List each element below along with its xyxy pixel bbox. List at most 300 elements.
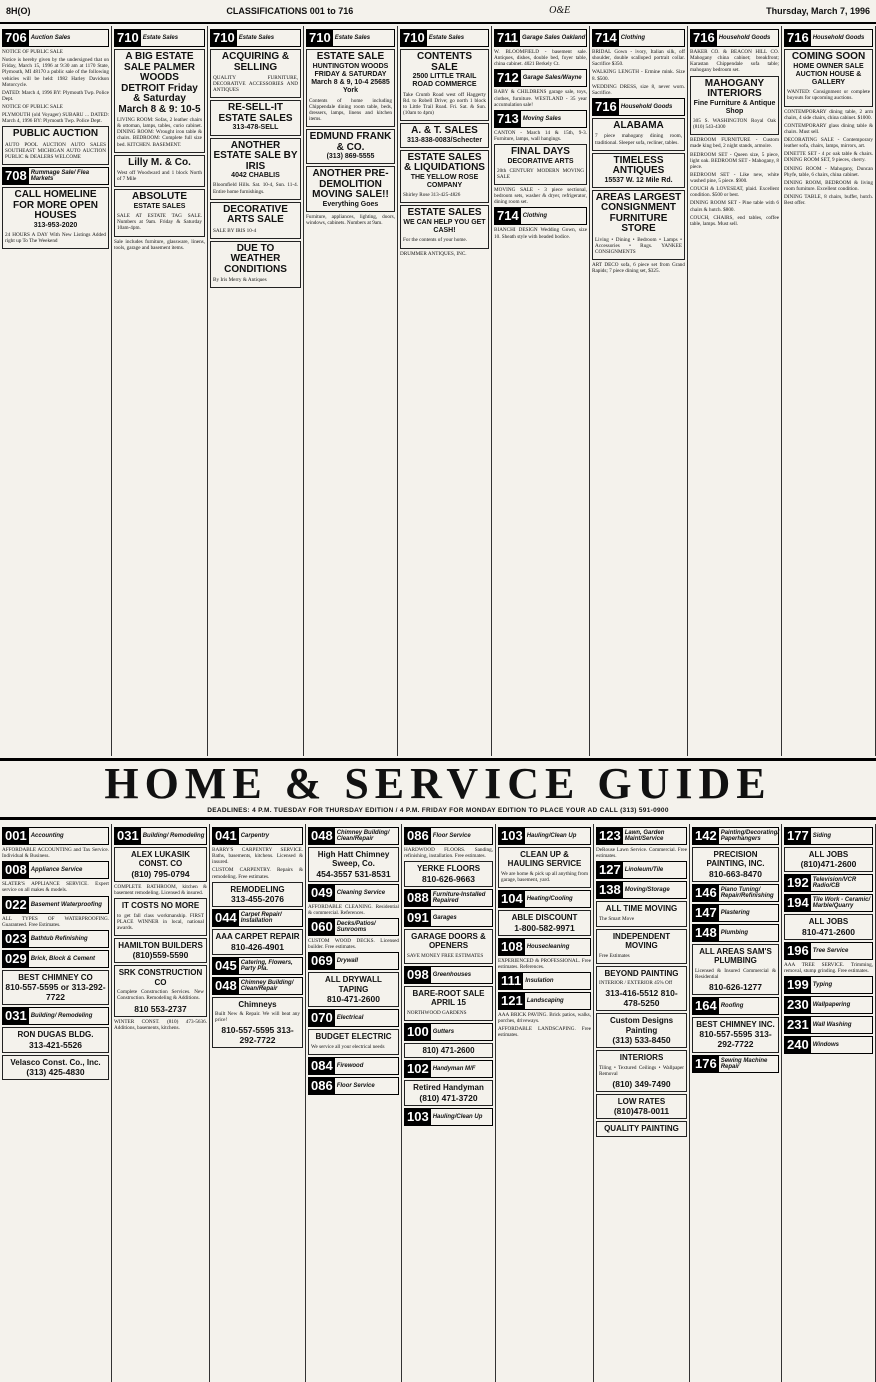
classification-number: 240	[787, 1037, 809, 1053]
listing-text: AFFORDABLE LANDSCAPING. Free estimates.	[498, 1026, 591, 1039]
ad-body: AUTO POOL AUCTION AUTO SALES SOUTHEAST MICHIGAN AUTO AUCTION PUBLIC & DEALERS WELCOME	[5, 141, 106, 161]
listing-text: DATED: March 4, 1996 BY: Plymouth Twp. Police Dept.	[2, 89, 109, 102]
classification-heading	[212, 909, 303, 927]
phone-number: (810) 795-0794	[131, 868, 190, 879]
classification-number: 070	[311, 1010, 333, 1026]
ad-body: QUALITY FURNITURE, DECORATIVE ACCESSORIES AND ANTIQUES	[213, 75, 298, 94]
ad-headline: PUBLIC AUCTION	[12, 128, 99, 140]
listing-text: CONTEMPORARY dining table, 2 arm chairs, 4 side chairs, china cabinet. $1000.	[784, 108, 873, 121]
listing-text: AAA TREE SERVICE. Trimming, removal, stump grinding. Free estimates.	[784, 961, 873, 975]
ad-body: NORTHWOOD GARDENS	[407, 1009, 467, 1016]
classification-number: 716	[787, 30, 809, 45]
classification-heading	[2, 861, 109, 879]
ad-subhead: DECORATIVE ARTS	[507, 157, 574, 165]
home-service-guide-banner	[0, 758, 876, 820]
business-name: ALL AREAS SAM'S PLUMBING	[699, 946, 772, 966]
ad-body: West off Woodward and 1 block North of 7 Mile	[117, 170, 202, 183]
classification-heading	[308, 1009, 399, 1027]
classification-label: Clothing	[522, 213, 548, 220]
classification-heading	[596, 881, 687, 899]
classification-heading	[692, 884, 779, 902]
display-ad	[2, 126, 109, 165]
classification-label: Accounting	[30, 833, 64, 839]
classification-number: 148	[695, 924, 717, 940]
classification-label: Brick, Block & Cement	[30, 955, 96, 962]
classification-number: 069	[311, 953, 333, 969]
classification-number: 104	[501, 891, 523, 907]
service-ad	[692, 944, 779, 995]
classification-label: Appliance Service	[30, 867, 83, 874]
classification-number: 230	[787, 997, 809, 1013]
service-ad	[596, 1121, 687, 1136]
ad-subhead: 313-953-2020	[33, 221, 78, 229]
classification-label: Insulation	[525, 977, 554, 984]
classification-heading	[784, 1016, 873, 1034]
business-name: REMODELING	[230, 884, 285, 894]
classification-heading	[692, 924, 779, 942]
listing-text: CUSTOM CARPENTRY. Repairs & remodeling. Free estimates.	[212, 867, 303, 880]
display-ad	[690, 76, 779, 136]
business-name: BUDGET ELECTRIC	[315, 1032, 392, 1042]
classification-label: Hauling/Clean Up	[432, 1113, 483, 1120]
display-ad	[592, 153, 685, 188]
classification-number: 231	[787, 1017, 809, 1033]
classification-heading	[308, 918, 399, 936]
display-ad	[306, 129, 395, 164]
ad-body: Tiling • Textured Ceilings • Wallpaper Removal	[599, 1064, 684, 1077]
ad-body: SAVE MONEY FREE ESTIMATES	[407, 952, 484, 959]
listing-text: CANTON - March 14 & 15th, 9-3. Furniture, lamps, wall hangings.	[494, 129, 587, 142]
classification-label: Sewing Machine Repair	[720, 1057, 768, 1070]
listing-text: SLATER'S APPLIANCE SERVICE. Expert service on all makes & models.	[2, 881, 109, 894]
classification-label: Windows	[812, 1042, 839, 1049]
listing-text: Notice is hereby given by the undersigned that on Friday, March 15, 1996 at 9:30 am at 1170 State, Plymouth, MI 48170 a public sale of the following vehicles will be held: 1982 Harley Davidson Motorcycle.	[2, 57, 109, 88]
classification-heading	[784, 976, 873, 994]
ad-headline: ANOTHER ESTATE SALE BY IRIS	[213, 139, 298, 172]
ad-body: 24 HOURS A DAY With New Listings Added right up To The Weekend	[5, 232, 106, 245]
classification-heading	[2, 896, 109, 914]
classification-heading	[308, 827, 399, 845]
service-ad	[596, 1094, 687, 1119]
service-ad	[596, 1013, 687, 1048]
ad-headline: Lilly M. & Co.	[128, 156, 191, 168]
listing-text: DINING ROOM, BEDROOM & living room furniture. Excellent condition.	[784, 179, 873, 192]
classification-number: 146	[695, 884, 717, 900]
classification-label: Hauling/Clean Up	[526, 833, 577, 839]
listing-text: COUCH & LOVESEAT, plaid. Excellent condition. $500 or best.	[690, 186, 779, 199]
classification-label: Estate Sales	[428, 35, 465, 41]
classification-label: Estate Sales	[142, 35, 179, 41]
classification-number: 713	[497, 110, 519, 126]
classification-label: Electrical	[336, 1015, 364, 1022]
classification-heading	[498, 827, 591, 845]
classification-heading	[596, 827, 687, 845]
classification-heading	[404, 1023, 493, 1041]
classification-heading	[114, 827, 207, 845]
classification-label: Tile Work - Ceramic/ Marble/Quarry	[812, 897, 871, 910]
column-3	[208, 26, 304, 756]
service-ad	[692, 1017, 779, 1052]
classification-number: 031	[5, 1008, 27, 1024]
column-6	[492, 26, 590, 756]
classification-label: Housecleaning	[526, 943, 570, 950]
display-ad	[494, 144, 587, 185]
ad-headline: ESTATE SALE	[316, 51, 385, 62]
classification-heading	[400, 29, 489, 47]
business-name: ALL JOBS	[808, 917, 849, 927]
phone-number: (810)559-5590	[132, 950, 189, 961]
classification-number: 091	[407, 909, 429, 925]
service-ad	[308, 847, 399, 882]
classification-heading	[692, 827, 779, 845]
classification-heading	[306, 29, 395, 47]
column-5	[398, 26, 492, 756]
phone-number: 810-626-9663	[422, 873, 475, 884]
listing-text: EXPERIENCED & PROFESSIONAL. Free estimates. References.	[498, 957, 591, 970]
column-3	[210, 824, 306, 1382]
display-ad	[784, 49, 873, 107]
classification-heading	[498, 972, 591, 990]
classification-label: Wall Washing	[812, 1022, 852, 1029]
classification-number: 001	[5, 828, 27, 843]
service-ad	[212, 997, 303, 1049]
classification-label: Chimney Building/ Clean/Repair	[336, 830, 390, 842]
display-ad	[210, 202, 301, 239]
column-1	[0, 26, 112, 756]
listing-text: DINETTE SET - 4 pc oak table & chairs. DINING ROOM SET, 9 pieces, cherry.	[784, 151, 873, 164]
classification-number: 196	[787, 942, 809, 958]
business-name: LOW RATES	[617, 1097, 666, 1106]
page-number: 8H(O)	[6, 5, 31, 16]
service-ad	[2, 970, 109, 1005]
phone-number: 810 553-2737	[134, 1003, 187, 1014]
display-ad	[400, 49, 489, 121]
ad-headline: TIMELESS ANTIQUES	[612, 154, 665, 177]
ad-headline: ANOTHER PRE-DEMOLITION MOVING SALE!!	[312, 168, 389, 201]
classification-number: 194	[787, 895, 809, 911]
service-ad	[498, 910, 591, 935]
service-ad	[498, 847, 591, 888]
classification-label: Garage Sales Oakland	[521, 35, 586, 41]
service-ad	[114, 938, 207, 963]
service-ad	[784, 847, 873, 872]
business-name: Velasco Const. Co., Inc.	[10, 1057, 101, 1067]
phone-number: (810) 471-3720	[419, 1092, 478, 1103]
business-name: ALL JOBS	[808, 850, 849, 859]
classification-label: Moving Sales	[522, 115, 562, 122]
classification-heading	[498, 938, 591, 956]
display-ad	[400, 205, 489, 248]
classification-number: 121	[501, 992, 523, 1008]
classification-number: 086	[407, 828, 429, 843]
listing-text: NOTICE OF PUBLIC SALE	[2, 104, 63, 110]
classification-number: 049	[311, 884, 333, 900]
ad-body: Shirley Rose 313-425-4826	[403, 192, 461, 199]
display-ad	[592, 118, 685, 151]
classification-heading	[692, 1055, 779, 1073]
classification-number: 048	[215, 977, 237, 993]
classification-heading	[784, 942, 873, 960]
classification-label: Clothing	[620, 35, 646, 41]
classifieds-upper	[0, 26, 876, 756]
phone-number: 1-800-582-9971	[514, 922, 575, 933]
phone-number: 454-3557 531-8531	[316, 868, 391, 879]
classification-number: 031	[117, 828, 139, 843]
column-9	[782, 26, 876, 756]
classification-label: Landscaping	[526, 997, 564, 1004]
listing-text: HARDWOOD FLOORS. Sanding, refinishing, installation. Free estimates.	[404, 847, 493, 860]
classification-label: Moving/Storage	[624, 887, 670, 894]
service-ad	[404, 1043, 493, 1058]
phone-number: 810-557-5595 or 313-292-7722	[5, 982, 106, 1003]
ad-subhead: 15537 W. 12 Mile Rd.	[604, 176, 673, 184]
classification-heading	[210, 29, 301, 47]
service-ad	[404, 1080, 493, 1105]
classification-heading	[404, 827, 493, 845]
classification-heading	[404, 1108, 493, 1126]
classification-number: 177	[787, 828, 809, 843]
classification-heading	[784, 827, 873, 845]
business-name: PRECISION PAINTING, INC.	[706, 850, 765, 869]
ad-headline: COMING SOON	[791, 51, 866, 62]
classification-number: 088	[407, 889, 429, 905]
listing-text: BEDROOM SET - Queen size, 5 piece, light oak. BEDROOM SET - Mahogany, 8 piece.	[690, 151, 779, 170]
listing-text: DECORATING SALE - Contemporary leather sofa, chairs, lamps, mirrors, art.	[784, 137, 873, 150]
display-ad	[114, 155, 205, 188]
classification-heading	[784, 29, 873, 47]
classification-number: 029	[5, 950, 27, 966]
classification-label: Wallpapering	[812, 1002, 851, 1009]
classification-heading	[2, 930, 109, 948]
business-name: GARAGE DOORS & OPENERS	[411, 931, 486, 951]
listing-text: Sale includes furniture, glassware, linens, tools, garage and basement items.	[114, 238, 205, 251]
classification-label: Roofing	[720, 1003, 744, 1010]
guide-title: HOME & SERVICE GUIDE	[104, 759, 772, 808]
section-title: CLASSIFICATIONS 001 to 716	[226, 5, 354, 16]
ad-headline: MAHOGANY INTERIORS	[704, 77, 765, 99]
classification-heading	[494, 110, 587, 128]
classification-heading	[692, 997, 779, 1015]
classification-label: Painting/Decorating/ Paperhangers	[720, 830, 780, 842]
ad-body: SALE AT ESTATE TAG SALE. Numbers at 9am. Friday & Saturday 10am-4pm.	[117, 213, 202, 232]
business-name: 810) 471-2600	[422, 1045, 475, 1055]
ad-body: Bloomfield Hills. Sat. 10-4, Sun. 11-4. Entire home furnishings.	[213, 182, 298, 195]
listing-text: DINING ROOM SET - Pine table with 6 chairs & hutch. $800.	[690, 200, 779, 213]
classification-heading	[2, 827, 109, 845]
ad-headline: AREAS LARGEST CONSIGNMENT FURNITURE STORE	[595, 191, 682, 235]
service-ad	[596, 1050, 687, 1092]
phone-number: (810)478-0011	[613, 1106, 670, 1117]
display-ad	[2, 187, 109, 249]
classification-number: 045	[215, 957, 237, 973]
classification-label: Household Goods	[718, 35, 771, 41]
classification-number: 711	[497, 30, 518, 45]
classification-heading	[2, 29, 109, 47]
classification-number: 192	[787, 875, 809, 891]
ad-subhead: 2500 LITTLE TRAIL ROAD COMMERCE	[412, 73, 477, 89]
classification-number: 103	[407, 1108, 429, 1124]
classification-heading	[596, 861, 687, 879]
classification-heading	[308, 952, 399, 970]
classification-label: Plastering	[720, 909, 750, 916]
display-ad	[210, 100, 301, 135]
ad-body: 7 piece mahogany dining room, traditional. Sleeper sofa, recliner, tables.	[595, 133, 682, 146]
listing-text: AFFORDABLE CLEANING. Residential & commercial. References.	[308, 903, 399, 917]
ad-body: 305 S. WASHINGTON Royal Oak (810) 543-4300	[693, 118, 776, 131]
classification-heading	[2, 1007, 109, 1025]
listing-text: ART DECO sofa, 6 piece set from Grand Rapids; 7 piece dining set, $325.	[592, 262, 685, 275]
classification-heading	[592, 29, 685, 47]
phone-number: 810-471-2600	[802, 926, 855, 937]
phone-number: 810-426-4901	[231, 941, 284, 952]
ad-body: LIVING ROOM: Sofas, 2 leather chairs & ottoman, lamps, tables, curio cabinet. DINING ROOM: Wrought iron table & chairs. BEDROOM: Complete full size bed. KITCHEN. BASEMENT.	[117, 117, 202, 148]
classification-heading	[784, 874, 873, 892]
business-name: High Hatt Chimney Sweep, Co.	[317, 850, 390, 869]
business-name: BEST CHIMNEY CO	[18, 972, 93, 982]
listing-text: DeRouse Lawn Service. Commercial. Free estimates.	[596, 847, 687, 860]
phone-number: (810) 349-7490	[612, 1078, 671, 1089]
classification-number: 023	[5, 930, 27, 946]
column-4	[304, 26, 398, 756]
service-ad	[114, 898, 207, 936]
classification-label: Cleaning Service	[336, 889, 386, 896]
ad-body: Built New & Repair. We will beat any price!	[215, 1010, 300, 1024]
classification-label: Lawn, Garden Maint/Service	[624, 830, 665, 842]
classification-heading	[212, 977, 303, 995]
classification-label: Garage Sales/Wayne	[522, 75, 582, 82]
classification-number: 147	[695, 904, 717, 920]
column-8	[688, 26, 782, 756]
listing-text: DINING ROOM - Mahogany, Duncan Phyfe, table, 6 chairs, china cabinet.	[784, 165, 873, 178]
classification-number: 714	[497, 208, 519, 224]
ad-headline: RE-SELL-IT ESTATE SALES	[218, 102, 293, 124]
classification-label: Auction Sales	[30, 35, 71, 41]
business-name: ALL DRYWALL TAPING	[325, 975, 382, 994]
column-5	[402, 824, 496, 1382]
phone-number: 810-663-8470	[709, 868, 762, 879]
ad-subhead: (313) 869-5555	[326, 153, 375, 160]
service-ad	[2, 1027, 109, 1052]
display-ad	[210, 49, 301, 98]
business-name: Custom Designs Painting	[609, 1016, 674, 1035]
classification-label: Bathtub Refinishing	[30, 935, 88, 942]
listing-text: COUCH, CHAIRS, end tables, coffee table, lamps. Must sell.	[690, 214, 779, 227]
service-ad	[212, 882, 303, 907]
classification-label: Linoleum/Tile	[624, 867, 664, 874]
classification-heading	[784, 996, 873, 1014]
classification-heading	[690, 29, 779, 47]
service-ad	[596, 901, 687, 927]
display-ad	[210, 241, 301, 289]
phone-number: (810)471-2600	[800, 859, 857, 870]
classification-label: Typing	[812, 982, 833, 989]
display-ad	[114, 49, 205, 153]
classification-heading	[784, 1036, 873, 1054]
classification-number: 111	[501, 972, 522, 988]
ad-body: WANTED: Consignment or complete buyouts for upcoming auctions.	[787, 89, 870, 102]
classification-number: 710	[403, 30, 425, 45]
ad-body: The Smart Move	[599, 915, 635, 922]
classification-label: Basement Waterproofing	[30, 901, 102, 908]
service-ad	[596, 929, 687, 964]
publication-name: O&E	[549, 5, 571, 17]
service-ad	[784, 914, 873, 939]
business-name: HAMILTON BUILDERS	[118, 940, 203, 950]
listing-text: WEDDING DRESS, size 8, never worn. Sacrifice.	[592, 83, 685, 96]
issue-date: Thursday, March 7, 1996	[766, 5, 870, 16]
listing-text: BIANCHI DESIGN Wedding Gown, size 10. Sheath style with beaded bodice.	[494, 227, 587, 240]
business-name: INDEPENDENT MOVING	[612, 931, 671, 951]
phone-number: 810-471-2600	[327, 994, 380, 1005]
listing-text: DRUMMER ANTIQUES, INC.	[400, 250, 467, 257]
classification-label: Firewood	[336, 1062, 364, 1069]
service-ad	[404, 929, 493, 964]
classification-heading	[212, 827, 303, 845]
phone-number: 810-626-1277	[709, 982, 762, 993]
classification-number: 048	[311, 828, 333, 843]
listing-text: BABY & CHILDRENS garage sale, toys, clothes, furniture. WESTLAND - 35 year accumulation sale!	[494, 89, 587, 108]
ad-body: Living • Dining • Bedroom • Lamps • Accessories • Rugs. YANKEE CONSIGNMENTS	[595, 236, 682, 256]
classification-number: 138	[599, 882, 621, 898]
ad-subhead: WE CAN HELP YOU GET CASH!	[403, 218, 486, 235]
business-name: QUALITY PAINTING	[604, 1124, 679, 1134]
business-name: Retired Handyman	[413, 1083, 484, 1093]
ad-body: Licensed & Insured Commercial & Residential	[695, 967, 776, 980]
listing-text: COMPLETE BATHROOM, kitchen & basement remodeling. Licensed & insured.	[114, 883, 207, 897]
ad-headline: CONTENTS SALE	[417, 51, 472, 73]
ad-body: Take Crumb Road west off Haggerty Rd. to Robell Drive; go north 1 block to Little Trail Road. Fri. Sat. & Sun. (10am to 4pm)	[403, 91, 486, 116]
classification-heading	[784, 894, 873, 912]
listing-text: AAA BRICK PAVING. Brick patios, walks, porches, driveways.	[498, 1011, 591, 1024]
service-ad	[114, 847, 207, 882]
ad-subhead: Fine Furniture & Antique Shop	[693, 99, 776, 115]
classification-heading	[404, 1060, 493, 1078]
listing-text: WINTER CONST. (810) 473-5636. Additions, basements, kitchens.	[114, 1018, 207, 1031]
ad-headline: DUE TO WEATHER CONDITIONS	[224, 242, 287, 275]
classification-label: Estate Sales	[334, 35, 371, 41]
classification-label: Handyman M/F	[432, 1066, 476, 1073]
display-ad	[400, 150, 489, 204]
ad-body: By Iris Merry & Antiques	[213, 277, 267, 284]
display-ad	[306, 49, 395, 127]
ad-body: SALE BY IRIS 10-4	[213, 227, 257, 234]
phone-number: 810-557-5595 313-292-7722	[221, 1025, 294, 1046]
listing-text: BRIDAL Gown - ivory, Italian silk, off shoulder, double scalloped portrait collar. Sacrifice $350.	[592, 49, 685, 68]
service-ad	[404, 861, 493, 886]
ad-body: For the contents of your home.	[403, 237, 467, 244]
ad-headline: ABSOLUTE	[132, 191, 187, 203]
classification-label: Television/VCR Radio/CB	[812, 877, 857, 890]
classification-number: 102	[407, 1061, 429, 1077]
business-name: ABLE DISCOUNT	[511, 913, 578, 923]
classification-number: 199	[787, 977, 809, 993]
classification-number: 041	[215, 828, 237, 843]
classification-number: 716	[693, 30, 715, 45]
classification-heading	[494, 69, 587, 87]
column-4	[306, 824, 402, 1382]
classification-number: 044	[215, 910, 237, 926]
listing-text: BEDROOM FURNITURE - Custom made king bed, 2 night stands, armoire.	[690, 137, 779, 150]
column-8	[690, 824, 782, 1382]
classification-label: Piano Tuning/ Repair/Refinishing	[720, 886, 774, 899]
classification-heading	[212, 957, 303, 975]
listing-text: CONTEMPORARY glass dining table & chairs. Must sell.	[784, 122, 873, 135]
listing-text: DINING TABLE, 8 chairs, buffet, hutch. Best offer.	[784, 194, 873, 207]
service-ad	[212, 929, 303, 954]
listing-text: NOTICE OF PUBLIC SALE	[2, 49, 63, 55]
classification-heading	[498, 890, 591, 908]
page-header	[0, 0, 876, 24]
